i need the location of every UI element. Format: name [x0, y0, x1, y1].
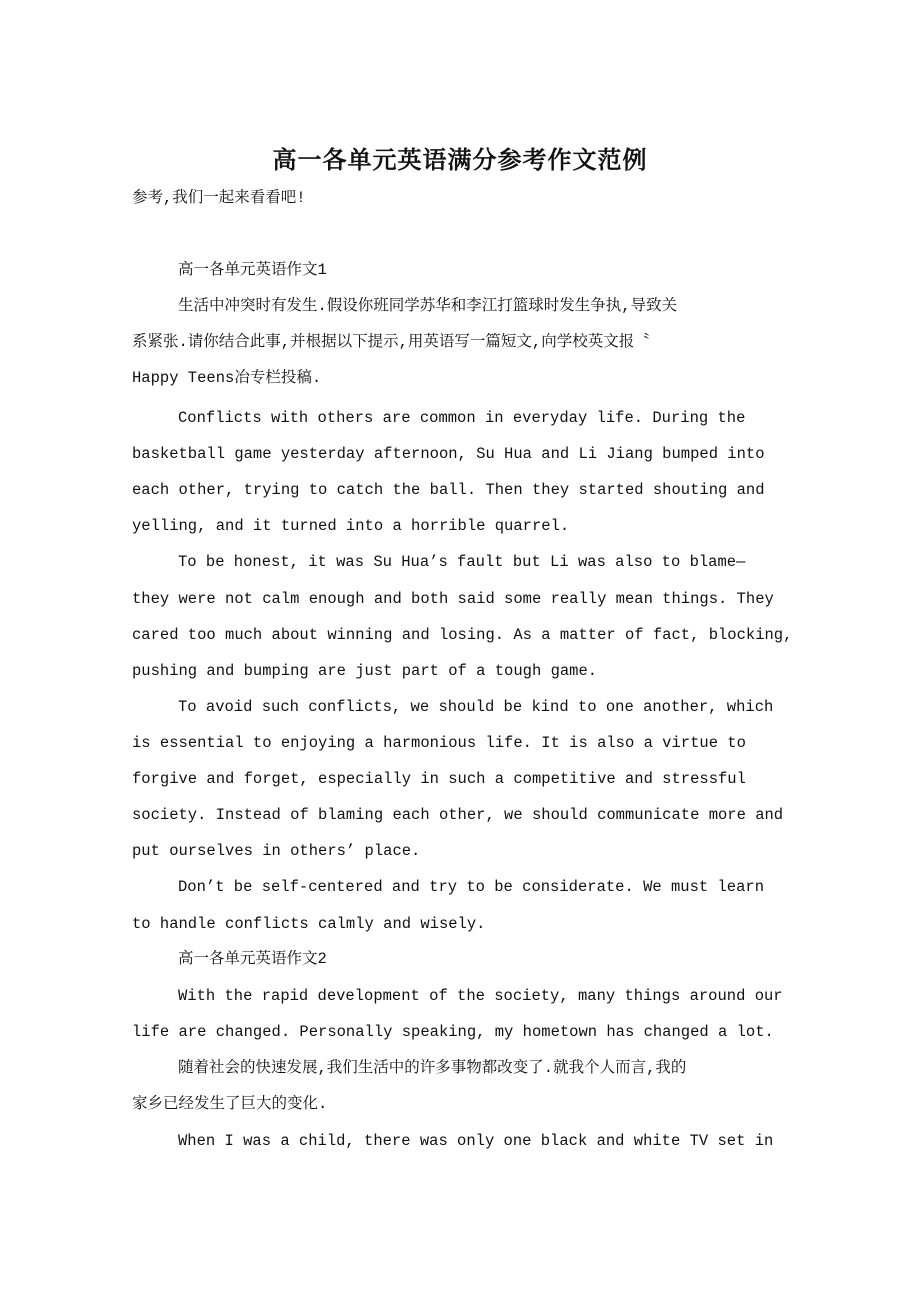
text-line: 系紧张.请你结合此事,并根据以下提示,用英语写一篇短文,向学校英文报〝 [132, 333, 650, 351]
text-line: society. Instead of blaming each other, we should communicate more and [132, 806, 784, 824]
text-line: When I was a child, there was only one black and white TV set in [178, 1132, 774, 1150]
text-line: they were not calm enough and both said some really mean things. They [132, 590, 774, 608]
text-line: Don’t be self-centered and try to be considerate. We must learn [178, 878, 764, 896]
text-line: 随着社会的快速发展,我们生活中的许多事物都改变了.就我个人而言,我的 [178, 1059, 687, 1077]
text-line: 高一各单元英语作文1 [178, 261, 327, 279]
text-line: With the rapid development of the society, many things around our [178, 987, 783, 1005]
text-line: yelling, and it turned into a horrible quarrel. [132, 517, 570, 535]
text-line: to handle conflicts calmly and wisely. [132, 915, 486, 933]
text-line: life are changed. Personally speaking, my hometown has changed a lot. [132, 1023, 774, 1041]
document-title: 高一各单元英语满分参考作文范例 [272, 145, 648, 174]
text-line: To be honest, it was Su Hua’s fault but Li was also to blame— [178, 553, 746, 571]
text-line: 参考,我们一起来看看吧! [132, 189, 306, 207]
text-line: Happy Teens冶专栏投稿. [132, 369, 322, 387]
text-line: basketball game yesterday afternoon, Su Hua and Li Jiang bumped into [132, 445, 765, 463]
text-line: 高一各单元英语作文2 [178, 950, 327, 968]
text-line: is essential to enjoying a harmonious life. It is also a virtue to [132, 734, 746, 752]
text-line: forgive and forget, especially in such a competitive and stressful [132, 770, 746, 788]
text-line: 家乡已经发生了巨大的变化. [132, 1095, 328, 1113]
text-line: Conflicts with others are common in everyday life. During the [178, 409, 746, 427]
text-line: To avoid such conflicts, we should be kind to one another, which [178, 698, 774, 716]
text-line: 生活中冲突时有发生.假设你班同学苏华和李江打篮球时发生争执,导致关 [178, 297, 678, 315]
text-line: put ourselves in others’ place. [132, 842, 421, 860]
text-line: pushing and bumping are just part of a tough game. [132, 662, 598, 680]
text-line: each other, trying to catch the ball. Then they started shouting and [132, 481, 765, 499]
text-line: cared too much about winning and losing. As a matter of fact, blocking, [132, 626, 793, 644]
